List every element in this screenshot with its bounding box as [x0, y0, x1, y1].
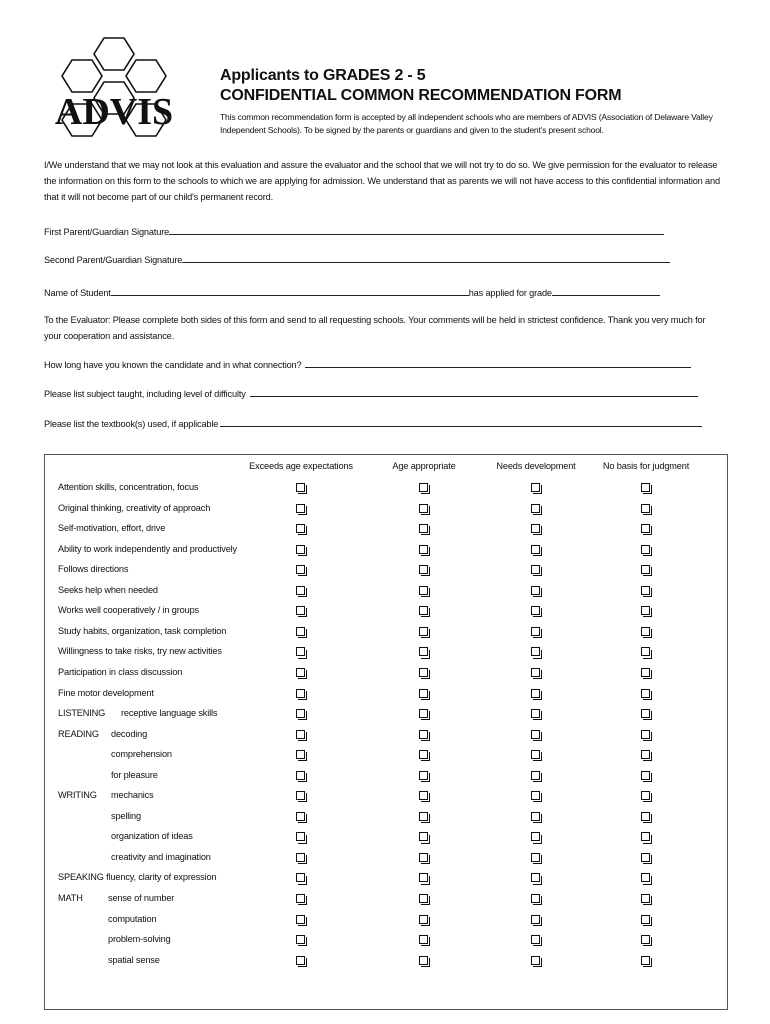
- checkbox-exceeds[interactable]: [296, 894, 305, 903]
- checkbox-no-basis[interactable]: [641, 730, 650, 739]
- checkbox-needs-development[interactable]: [531, 956, 540, 965]
- checkbox-needs-development[interactable]: [531, 832, 540, 841]
- checkbox-age-appropriate[interactable]: [419, 709, 428, 718]
- checkbox-exceeds[interactable]: [296, 565, 305, 574]
- checkbox-age-appropriate[interactable]: [419, 545, 428, 554]
- checkbox-no-basis[interactable]: [641, 483, 650, 492]
- checkbox-exceeds[interactable]: [296, 791, 305, 800]
- known-candidate-line[interactable]: [305, 357, 691, 368]
- checkbox-exceeds[interactable]: [296, 853, 305, 862]
- criterion-label: Self-motivation, effort, drive: [58, 523, 166, 534]
- criterion-sublabel: receptive language skills: [121, 708, 218, 719]
- checkbox-age-appropriate[interactable]: [419, 873, 428, 882]
- criterion-sublabel: for pleasure: [111, 769, 158, 780]
- checkbox-no-basis[interactable]: [641, 935, 650, 944]
- checkbox-no-basis[interactable]: [641, 647, 650, 656]
- checkbox-no-basis[interactable]: [641, 853, 650, 862]
- checkbox-exceeds[interactable]: [296, 504, 305, 513]
- criterion-sublabel: organization of ideas: [111, 831, 193, 842]
- checkbox-age-appropriate[interactable]: [419, 606, 428, 615]
- checkbox-needs-development[interactable]: [531, 750, 540, 759]
- criterion-label: Fine motor development: [58, 687, 154, 698]
- checkbox-no-basis[interactable]: [641, 750, 650, 759]
- checkbox-age-appropriate[interactable]: [419, 956, 428, 965]
- column-header-needs-development: Needs development: [496, 461, 576, 471]
- checkbox-no-basis[interactable]: [641, 668, 650, 677]
- criterion-label: READING: [58, 728, 99, 739]
- checkbox-needs-development[interactable]: [531, 873, 540, 882]
- student-name-field[interactable]: [44, 285, 660, 298]
- first-parent-label: First Parent/Guardian Signature: [44, 227, 170, 237]
- checkbox-exceeds[interactable]: [296, 956, 305, 965]
- criterion-label: Works well cooperatively / in groups: [58, 605, 199, 616]
- checkbox-age-appropriate[interactable]: [419, 894, 428, 903]
- checkbox-needs-development[interactable]: [531, 668, 540, 677]
- checkbox-exceeds[interactable]: [296, 915, 305, 924]
- checkbox-exceeds[interactable]: [296, 545, 305, 554]
- checkbox-age-appropriate[interactable]: [419, 504, 428, 513]
- checkbox-no-basis[interactable]: [641, 956, 650, 965]
- criterion-label: Willingness to take risks, try new activities: [58, 646, 222, 657]
- criterion-label: Original thinking, creativity of approach: [58, 502, 211, 513]
- known-candidate-label: How long have you known the candidate and in what connection?: [44, 360, 302, 370]
- checkbox-no-basis[interactable]: [641, 791, 650, 800]
- checkbox-needs-development[interactable]: [531, 812, 540, 821]
- checkbox-no-basis[interactable]: [641, 832, 650, 841]
- column-header-age-appropriate: Age appropriate: [392, 461, 456, 471]
- checkbox-needs-development[interactable]: [531, 791, 540, 800]
- criterion-label: Ability to work independently and productively: [58, 543, 237, 554]
- checkbox-no-basis[interactable]: [641, 894, 650, 903]
- checkbox-age-appropriate[interactable]: [419, 853, 428, 862]
- criterion-label: Study habits, organization, task completion: [58, 625, 227, 636]
- column-header-exceeds: Exceeds age expectations: [249, 461, 353, 471]
- checkbox-age-appropriate[interactable]: [419, 565, 428, 574]
- checkbox-needs-development[interactable]: [531, 894, 540, 903]
- checkbox-needs-development[interactable]: [531, 730, 540, 739]
- subject-taught-field[interactable]: [44, 386, 698, 399]
- criterion-label: LISTENING: [58, 708, 106, 719]
- checkbox-exceeds[interactable]: [296, 935, 305, 944]
- checkbox-exceeds[interactable]: [296, 606, 305, 615]
- checkbox-exceeds[interactable]: [296, 873, 305, 882]
- checkbox-age-appropriate[interactable]: [419, 647, 428, 656]
- checkbox-needs-development[interactable]: [531, 565, 540, 574]
- criterion-label: SPEAKING fluency, clarity of expression: [58, 872, 217, 883]
- checkbox-needs-development[interactable]: [531, 709, 540, 718]
- checkbox-age-appropriate[interactable]: [419, 791, 428, 800]
- criterion-sublabel: spatial sense: [108, 954, 160, 965]
- checkbox-no-basis[interactable]: [641, 504, 650, 513]
- checkbox-needs-development[interactable]: [531, 586, 540, 595]
- student-name-line[interactable]: [111, 285, 469, 296]
- criterion-sublabel: computation: [108, 913, 157, 924]
- checkbox-exceeds[interactable]: [296, 689, 305, 698]
- criterion-label: MATH: [58, 893, 83, 903]
- criterion-sublabel: creativity and imagination: [111, 851, 211, 862]
- checkbox-needs-development[interactable]: [531, 504, 540, 513]
- checkbox-age-appropriate[interactable]: [419, 689, 428, 698]
- textbooks-label: Please list the textbook(s) used, if applicable: [44, 419, 219, 429]
- second-parent-signature-field[interactable]: [44, 252, 670, 265]
- checkbox-needs-development[interactable]: [531, 915, 540, 924]
- checkbox-exceeds[interactable]: [296, 483, 305, 492]
- checkbox-no-basis[interactable]: [641, 627, 650, 636]
- checkbox-needs-development[interactable]: [531, 524, 540, 533]
- evaluator-note: To the Evaluator: Please complete both sides of this form and send to all requesting schools. Your comments will be held in strictest confidence. Thank you very much for your cooperation and assistance.: [44, 315, 706, 341]
- checkbox-needs-development[interactable]: [531, 545, 540, 554]
- checkbox-exceeds[interactable]: [296, 627, 305, 636]
- first-parent-signature-field[interactable]: [44, 224, 664, 237]
- checkbox-age-appropriate[interactable]: [419, 524, 428, 533]
- second-parent-label: Second Parent/Guardian Signature: [44, 255, 183, 265]
- advis-logo: [44, 36, 184, 148]
- applied-grade-label: has applied for grade: [468, 288, 552, 298]
- checkbox-exceeds[interactable]: [296, 730, 305, 739]
- criterion-sublabel: spelling: [111, 810, 141, 821]
- checkbox-exceeds[interactable]: [296, 586, 305, 595]
- checkbox-age-appropriate[interactable]: [419, 668, 428, 677]
- textbooks-field[interactable]: [44, 416, 702, 429]
- form-title-grades: Applicants to GRADES 2 - 5: [220, 67, 426, 84]
- second-parent-signature-line[interactable]: [182, 252, 670, 263]
- checkbox-no-basis[interactable]: [641, 586, 650, 595]
- checkbox-exceeds[interactable]: [296, 832, 305, 841]
- criterion-label: WRITING: [58, 790, 97, 801]
- checkbox-needs-development[interactable]: [531, 935, 540, 944]
- checkbox-no-basis[interactable]: [641, 545, 650, 554]
- logo-text: ADVIS: [54, 91, 174, 133]
- column-header-no-basis: No basis for judgment: [602, 461, 690, 471]
- checkbox-exceeds[interactable]: [296, 524, 305, 533]
- criterion-label: Participation in class discussion: [58, 666, 183, 677]
- checkbox-no-basis[interactable]: [641, 771, 650, 780]
- textbooks-line[interactable]: [220, 416, 702, 427]
- form-header: [220, 66, 740, 137]
- checkbox-exceeds[interactable]: [296, 647, 305, 656]
- checkbox-no-basis[interactable]: [641, 873, 650, 882]
- checkbox-needs-development[interactable]: [531, 483, 540, 492]
- known-candidate-field[interactable]: [44, 357, 691, 370]
- checkbox-age-appropriate[interactable]: [419, 935, 428, 944]
- checkbox-no-basis[interactable]: [641, 915, 650, 924]
- applied-grade-line[interactable]: [552, 285, 660, 296]
- checkbox-no-basis[interactable]: [641, 565, 650, 574]
- checkbox-no-basis[interactable]: [641, 709, 650, 718]
- criterion-label: Attention skills, concentration, focus: [58, 482, 199, 492]
- checkbox-age-appropriate[interactable]: [419, 832, 428, 841]
- checkbox-needs-development[interactable]: [531, 853, 540, 862]
- checkbox-age-appropriate[interactable]: [419, 771, 428, 780]
- checkbox-exceeds[interactable]: [296, 750, 305, 759]
- checkbox-needs-development[interactable]: [531, 771, 540, 780]
- form-title: CONFIDENTIAL COMMON RECOMMENDATION FORM: [220, 87, 622, 104]
- checkbox-needs-development[interactable]: [531, 647, 540, 656]
- checkbox-no-basis[interactable]: [641, 812, 650, 821]
- checkbox-exceeds[interactable]: [296, 709, 305, 718]
- checkbox-age-appropriate[interactable]: [419, 915, 428, 924]
- checkbox-no-basis[interactable]: [641, 689, 650, 698]
- criterion-sublabel: mechanics: [111, 790, 154, 801]
- student-name-label: Name of Student: [44, 288, 111, 298]
- checkbox-needs-development[interactable]: [531, 606, 540, 615]
- checkbox-age-appropriate[interactable]: [419, 812, 428, 821]
- first-parent-signature-line[interactable]: [169, 224, 664, 235]
- criterion-label: Follows directions: [58, 564, 129, 575]
- subject-taught-label: Please list subject taught, including level of difficulty: [44, 389, 246, 399]
- checkbox-exceeds[interactable]: [296, 771, 305, 780]
- checkbox-needs-development[interactable]: [531, 627, 540, 636]
- checkbox-no-basis[interactable]: [641, 606, 650, 615]
- checkbox-age-appropriate[interactable]: [419, 483, 428, 492]
- checkbox-exceeds[interactable]: [296, 668, 305, 677]
- criterion-sublabel: problem-solving: [108, 934, 171, 945]
- criterion-sublabel: comprehension: [111, 749, 172, 760]
- checkbox-no-basis[interactable]: [641, 524, 650, 533]
- checkbox-needs-development[interactable]: [531, 689, 540, 698]
- criterion-sublabel: sense of number: [108, 893, 175, 903]
- checkbox-age-appropriate[interactable]: [419, 730, 428, 739]
- consent-statement: I/We understand that we may not look at this evaluation and assure the evaluator and the school that we will not try to do so. We give permission for the evaluator to release the information on this form to the schools to which we are applying for admission. We understand that as parents we will not have access to this confidential information and that it will not become part of our child's permanent record.: [44, 160, 720, 202]
- criterion-sublabel: decoding: [111, 728, 148, 739]
- checkbox-age-appropriate[interactable]: [419, 750, 428, 759]
- subject-taught-line[interactable]: [250, 386, 698, 397]
- checkbox-exceeds[interactable]: [296, 812, 305, 821]
- checkbox-age-appropriate[interactable]: [419, 627, 428, 636]
- form-subtitle: This common recommendation form is accepted by all independent schools who are members of ADVIS (Association of Delaware Valley Independent Schools). To be signed by the parents or guardians and given to the student's present school.: [220, 112, 713, 135]
- criterion-label: Seeks help when needed: [58, 584, 158, 595]
- checkbox-age-appropriate[interactable]: [419, 586, 428, 595]
